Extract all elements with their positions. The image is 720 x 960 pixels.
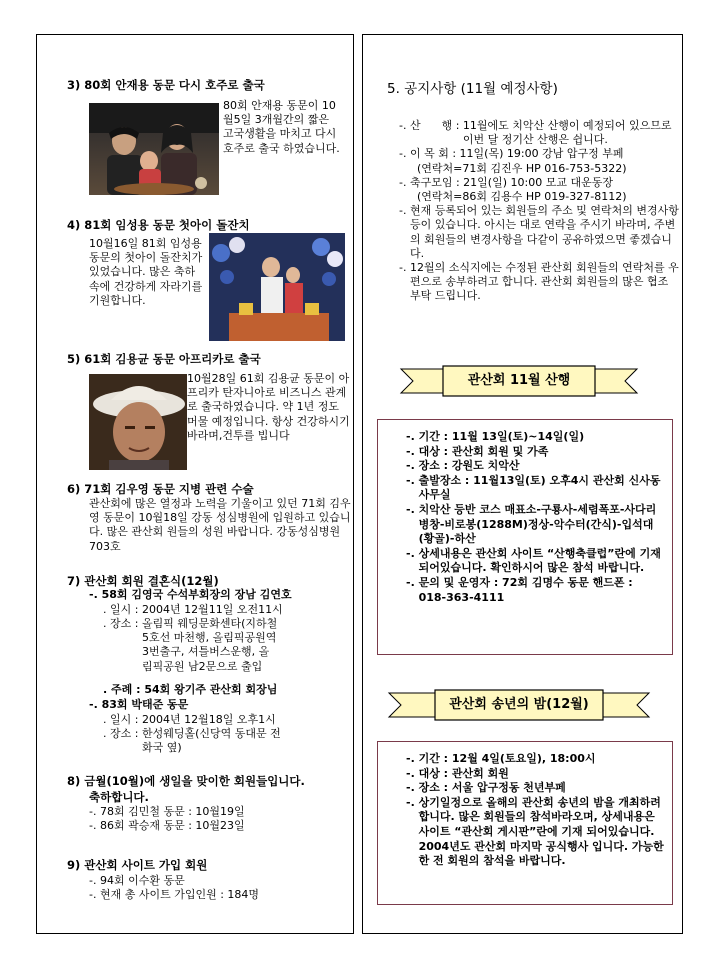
section-5-heading: 5) 61회 김용균 동문 아프리카로 출국 bbox=[67, 352, 261, 366]
wedding-1-title: -. 58회 김영국 수석부회장의 장남 김연호 bbox=[89, 588, 292, 601]
hike-banner bbox=[399, 365, 639, 397]
wedding-2-title: -. 83회 박태준 동문 bbox=[89, 698, 189, 711]
yearend-item: -. 상기일정으로 올해의 관산회 송년의 밤을 개최하려 합니다. 많은 회원들의 참석바라오며, 상세내용은 사이트 “관산회 게시판”란에 기재 되어있습니다. 2004년도 관산회 마지막 공식행사 입니다. 가능한한 전 회원의 참석을 바랍니다. bbox=[406, 795, 664, 868]
list-item: -. 78회 김민철 동문 : 10월19일 bbox=[89, 805, 245, 818]
notice-item: -. 산 행 : 11월에도 치악산 산행이 예정되어 있으므로 이번 달 정기산 산행은 쉽니다. bbox=[399, 119, 672, 147]
list-item: -. 86회 곽승재 동문 : 10월23일 bbox=[89, 819, 245, 833]
portrait-photo bbox=[89, 374, 187, 470]
yearend-item: -. 기간 : 12월 4일(토요일), 18:00시 bbox=[406, 752, 596, 765]
section-7-heading: 7) 관산회 회원 결혼식(12월) bbox=[67, 574, 219, 588]
hike-item: -. 치악산 등반 코스 매표소-구룡사-세렴폭포-사다리병창-비로봉(1288M)정상-악수터(간식)-입석대(황골)-하산 bbox=[406, 502, 657, 546]
wedding-2-place: . 장소 : 한성웨딩홀(신당역 동대문 전화국 옆) bbox=[103, 727, 281, 755]
birthday-list bbox=[89, 805, 245, 833]
hike-item: -. 출발장소 : 11월13일(토) 오후4시 관산회 신사동 사무실 bbox=[406, 473, 661, 502]
site-members-list bbox=[89, 874, 259, 902]
notice-item: -. 이 목 회 : 11일(목) 19:00 강남 압구정 부페 bbox=[399, 147, 624, 161]
list-item: -. 94회 이수환 동문 bbox=[89, 874, 185, 887]
notice-item: (연락처=86회 김용수 HP 019-327-8112) bbox=[417, 190, 627, 204]
hike-item: -. 상세내용은 관산회 사이트 “산행축클럽”란에 기재 되어있습니다. 확인하시어 많은 참석 바랍니다. bbox=[406, 546, 661, 575]
hike-banner-title: 관산회 11월 산행 bbox=[467, 373, 571, 388]
section-4-text: 10월16일 81회 임성용 동문의 첫아이 돌잔치가 있었습니다. 많은 축하 속에 건강하게 자라기를 기원합니다. bbox=[89, 237, 203, 307]
section-6-heading: 6) 71회 김우영 동문 지병 관련 수술 bbox=[67, 482, 254, 496]
section-6-text: 관산회에 많은 열정과 노력을 기울이고 있던 71회 김우영 동문이 10월18일 강동 성심병원에 입원하고 있습니다. 많은 관산회 원들의 성원 바랍니다. 강동성심병원 703호 bbox=[89, 497, 351, 553]
yearend-box bbox=[377, 741, 673, 905]
family-photo bbox=[89, 103, 219, 195]
yearend-banner-title: 관산회 송년의 밤(12월) bbox=[449, 697, 589, 712]
section-3-text: 80회 안재용 동문이 10월5일 3개월간의 짧은 고국생활을 마치고 다시 호주로 출국 하였습니다. bbox=[223, 99, 340, 155]
notice-item: (연락처=71회 김진우 HP 016-753-5322) bbox=[417, 161, 627, 175]
hike-item: -. 대상 : 관산회 회원 및 가족 bbox=[406, 444, 549, 458]
yearend-item: -. 장소 : 서울 압구정동 천년부페 bbox=[406, 781, 566, 795]
wedding-1-host: . 주례 : 54회 왕기주 관산회 회장님 bbox=[103, 683, 278, 696]
wedding-2-date: . 일시 : 2004년 12월18일 오후1시 bbox=[103, 713, 276, 726]
notice-list bbox=[399, 119, 679, 304]
notice-item: -. 현재 등록되어 있는 회원들의 주소 및 연락처의 변경사항 등이 있습니다. 아시는 대로 연락을 주시기 바라며, 주변의 회원들의 변경사항을 다같이 공유하였으면 좋겠습니다. bbox=[399, 204, 679, 260]
section-5-text: 10월28일 61회 김용균 동문이 아프리카 탄자니아로 비즈니스 관계로 출국하였습니다. 약 1년 정도 머물 예정입니다. 항상 건강하시기 바라며,건투를 빕니다 bbox=[187, 372, 350, 442]
section-9-heading: 9) 관산회 사이트 가입 회원 bbox=[67, 858, 208, 872]
notice-heading: 5. 공지사항 (11월 예정사항) bbox=[387, 81, 558, 97]
yearend-item: -. 대상 : 관산회 회원 bbox=[406, 766, 509, 780]
yearend-banner bbox=[387, 689, 651, 721]
section-8-congrats: 축하합니다. bbox=[89, 790, 149, 804]
left-column bbox=[36, 34, 354, 934]
birthday-party-photo bbox=[209, 233, 345, 341]
section-3-heading: 3) 80회 안재용 동문 다시 호주로 출국 bbox=[67, 78, 265, 92]
hike-item: -. 문의 및 운영자 : 72회 김명수 동문 핸드폰 : 018-363-4111 bbox=[406, 575, 633, 604]
right-column bbox=[362, 34, 683, 934]
notice-item: -. 축구모임 : 21일(일) 10:00 모교 대운동장 bbox=[399, 175, 613, 189]
wedding-1-date: . 일시 : 2004년 12월11일 오전11시 bbox=[103, 603, 283, 616]
wedding-1-place: . 장소 : 올림픽 웨딩문화센타(지하철 5호선 마천행, 올림픽공원역 3번출구, 셔틀버스운행, 올림픽공원 남2문으로 출입 bbox=[103, 617, 278, 673]
section-8-heading: 8) 금월(10월)에 생일을 맞이한 회원들입니다. bbox=[67, 774, 305, 788]
list-item: -. 현재 총 사이트 가입인원 : 184명 bbox=[89, 888, 260, 902]
hike-item: -. 장소 : 강원도 치악산 bbox=[406, 459, 520, 473]
hike-box bbox=[377, 419, 673, 655]
notice-item: -. 12월의 소식지에는 수정된 관산회 회원들의 연락처를 우편으로 송부하려고 합니다. 관산회 회원들의 많은 협조 부탁 드립니다. bbox=[399, 261, 679, 303]
section-4-heading: 4) 81회 임성용 동문 첫아이 돌잔치 bbox=[67, 218, 250, 232]
hike-item: -. 기간 : 11월 13일(토)~14일(일) bbox=[406, 430, 585, 443]
